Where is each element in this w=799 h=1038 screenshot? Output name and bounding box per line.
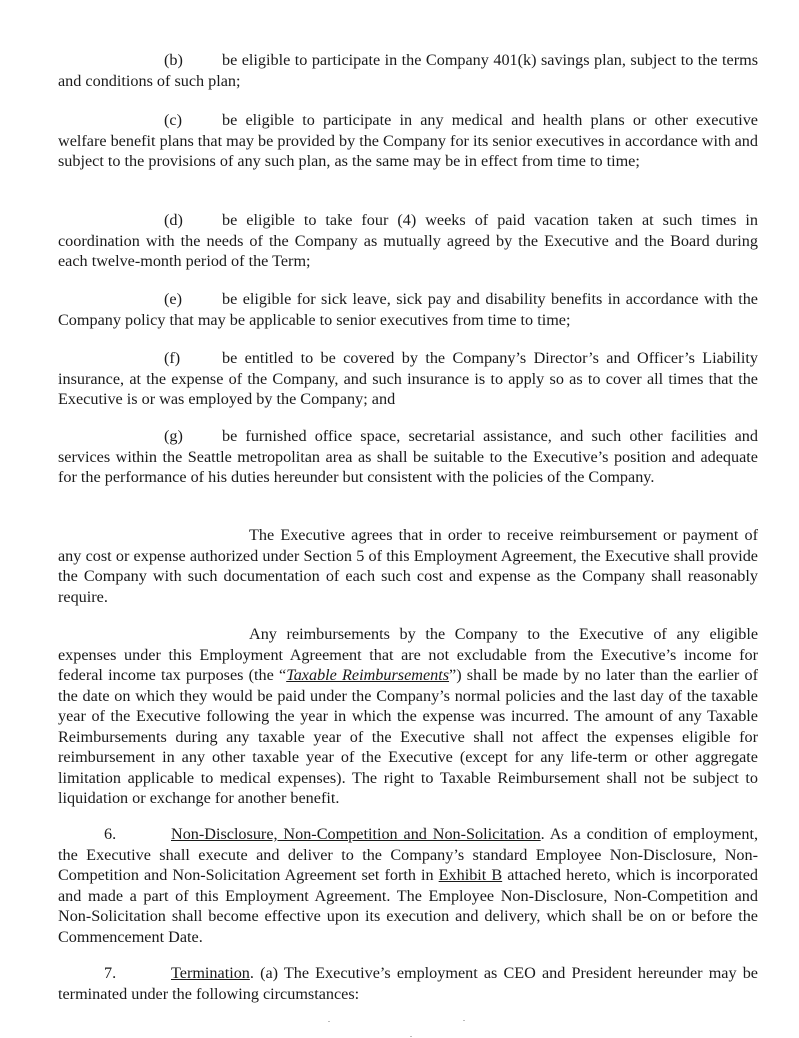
paragraph-text: ”) shall be made by no later than the earlier of the date on which they would be paid under the Company’s normal policies and the last day of the taxable year of the Executive following the year in which the expense was incurred. The amount of any Taxable Reimbursements during any taxable year of the Executive shall not affect the expenses eligible for reimbursement in any other taxable year of the Executive (except for any life-term or other aggregate limitation applicable to medical expenses). The right to Taxable Reimbursement shall not be subject to liquidation or exchange for another benefit. [58, 666, 758, 807]
section-text: attached hereto, which is incorporated and made a part of this Employment Agreement. The Employee Non-Disclosure, Non-Competition and Non-Solicitation shall become effective upon its execution and delivery, which shall be on or before the Commencement Date. [58, 866, 758, 946]
reimbursement-paragraph [58, 624, 758, 809]
defined-term: Taxable Reimbursements [286, 666, 450, 684]
item-label: (f) [164, 349, 181, 367]
item-label: (g) [164, 427, 183, 445]
section-number: 6. [104, 825, 117, 843]
item-text: be eligible to participate in the Company 401(k) savings plan, subject to the terms and conditions of such plan; [58, 51, 758, 90]
paragraph-text: Any reimbursements by the Company to the Executive of any eligible expenses under this Employment Agreement that are not excludable from the Executive’s income for federal income tax purposes (the “ [58, 625, 758, 684]
paragraph-text: The Executive agrees that in order to receive reimbursement or payment of any cost or expense authorized under Section 5 of this Employment Agreement, the Executive shall provide the Company with such documentation of each such cost and expense as the Company shall reasonably require. [58, 526, 758, 606]
scan-speck [328, 1021, 330, 1022]
exhibit-reference: Exhibit B [438, 866, 503, 884]
item-d [58, 210, 758, 272]
item-label: (e) [164, 290, 182, 308]
section-text: . (a) The Executive’s employment as CEO and President hereunder may be terminated under the following circumstances: [58, 964, 758, 1003]
section-7 [58, 963, 758, 1004]
scan-speck [410, 1036, 412, 1037]
section-6 [58, 824, 758, 947]
item-label: (c) [164, 111, 182, 129]
item-g [58, 426, 758, 488]
item-label: (d) [164, 211, 183, 229]
section-text: . As a condition of employment, the Executive shall execute and deliver to the Company’s standard Employee Non-Disclosure, Non-Competition and Non-Solicitation Agreement set forth in [58, 825, 758, 884]
item-e [58, 289, 758, 330]
documentation-paragraph [58, 525, 758, 607]
item-b [58, 50, 758, 91]
item-c [58, 110, 758, 172]
item-text: be eligible for sick leave, sick pay and disability benefits in accordance with the Company policy that may be applicable to senior executives from time to time; [58, 290, 758, 329]
item-text: be furnished office space, secretarial assistance, and such other facilities and services within the Seattle metropolitan area as shall be suitable to the Executive’s position and adequate for the performance of his duties hereunder but consistent with the policies of the Company. [58, 427, 758, 486]
item-text: be entitled to be covered by the Company’s Director’s and Officer’s Liability insurance, at the expense of the Company, and such insurance is to apply so as to cover all times that the Executive is or was employed by the Company; and [58, 349, 758, 408]
section-heading: Non-Disclosure, Non-Competition and Non-Solicitation [171, 825, 541, 843]
scan-speck [463, 1020, 465, 1021]
section-heading: Termination [171, 964, 250, 982]
item-f [58, 348, 758, 410]
item-label: (b) [164, 51, 183, 69]
item-text: be eligible to take four (4) weeks of paid vacation taken at such times in coordination with the needs of the Company as mutually agreed by the Executive and the Board during each twelve-month period of the Term; [58, 211, 758, 270]
item-text: be eligible to participate in any medical and health plans or other executive welfare benefit plans that may be provided by the Company for its senior executives in accordance with and subject to the provisions of any such plan, as the same may be in effect from time to time; [58, 111, 758, 170]
section-number: 7. [104, 964, 117, 982]
